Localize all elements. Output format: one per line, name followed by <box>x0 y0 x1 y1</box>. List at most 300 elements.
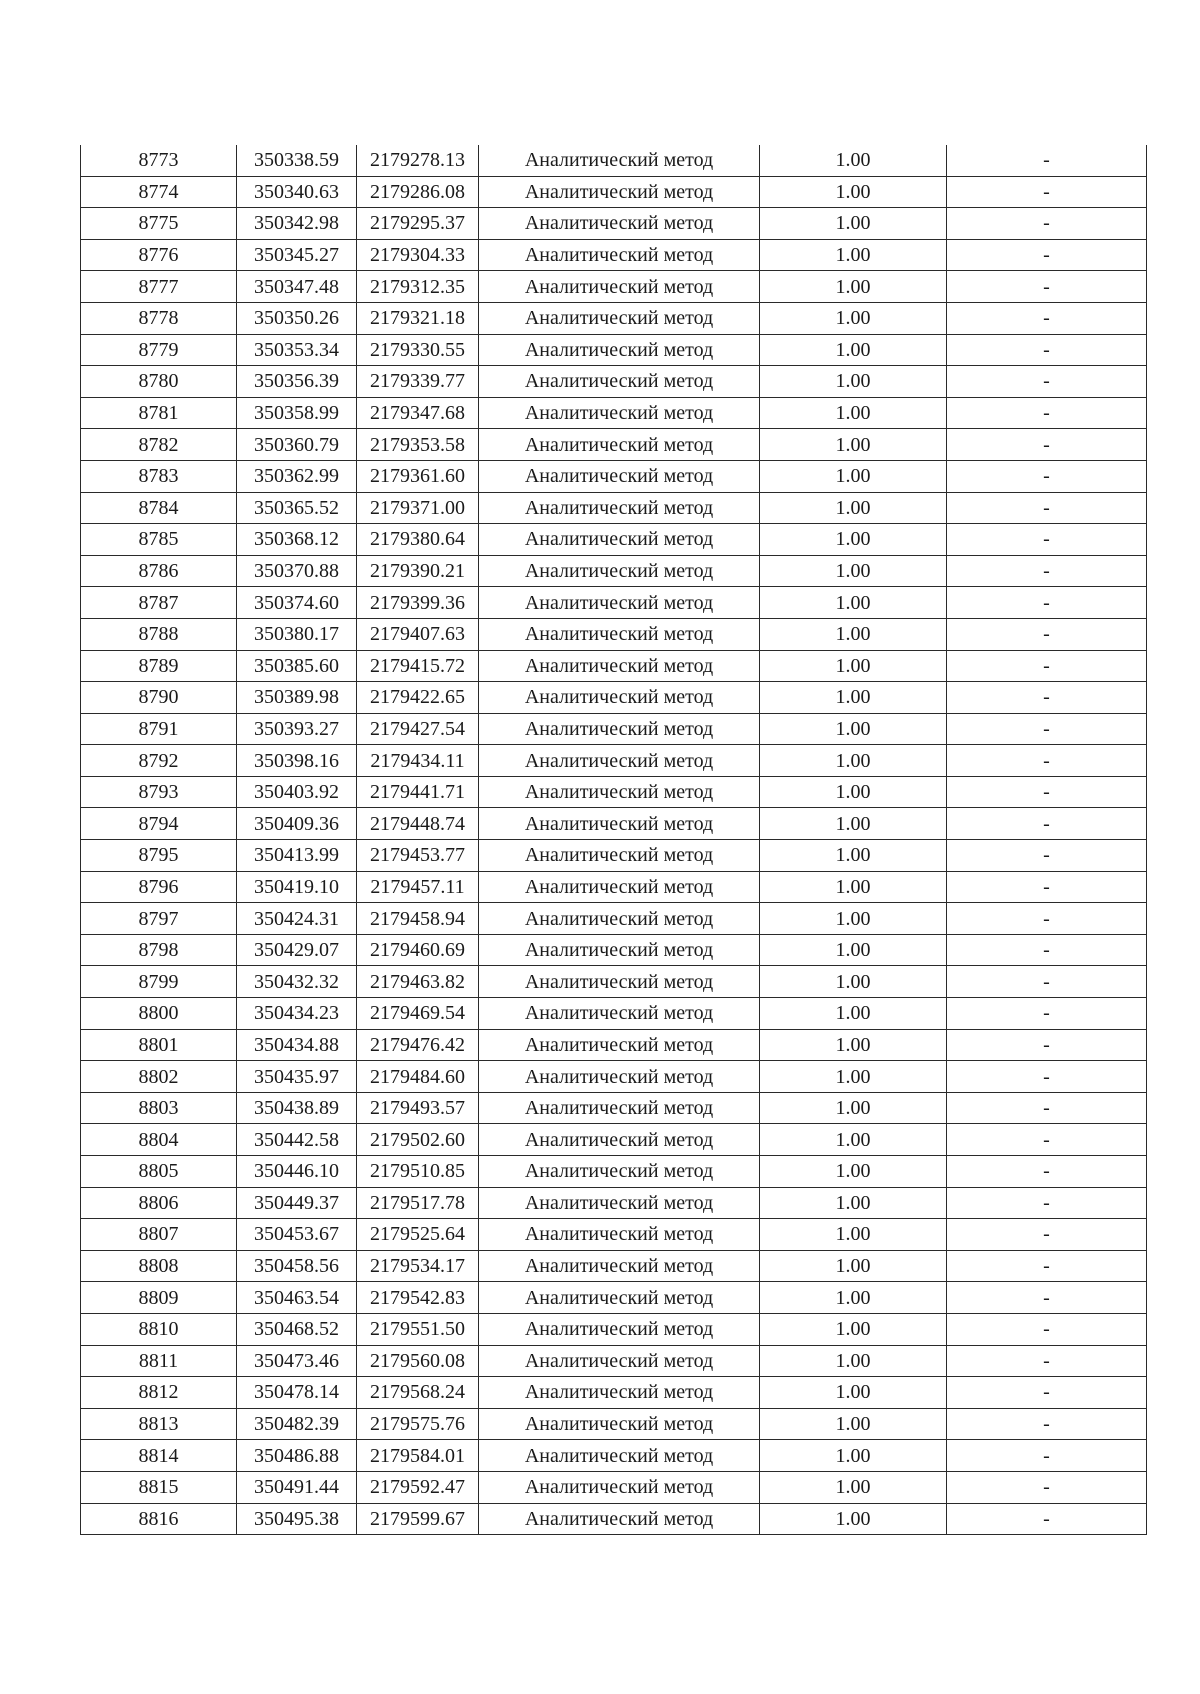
accuracy-cell: 1.00 <box>760 492 947 524</box>
table-row <box>81 145 1147 176</box>
description-cell: - <box>947 587 1147 619</box>
table-row <box>81 618 1147 650</box>
y-coordinate-cell: 2179560.08 <box>357 1345 479 1377</box>
x-coordinate-cell: 350429.07 <box>237 934 357 966</box>
accuracy-cell: 1.00 <box>760 1471 947 1503</box>
description-cell: - <box>947 429 1147 461</box>
point-number-cell: 8811 <box>81 1345 237 1377</box>
point-number-cell: 8814 <box>81 1440 237 1472</box>
table-row <box>81 1250 1147 1282</box>
table-row <box>81 587 1147 619</box>
description-cell: - <box>947 1061 1147 1093</box>
x-coordinate-cell: 350393.27 <box>237 713 357 745</box>
table-row <box>81 460 1147 492</box>
y-coordinate-cell: 2179453.77 <box>357 840 479 872</box>
description-cell: - <box>947 1345 1147 1377</box>
description-cell: - <box>947 1408 1147 1440</box>
accuracy-cell: 1.00 <box>760 871 947 903</box>
accuracy-cell: 1.00 <box>760 555 947 587</box>
y-coordinate-cell: 2179476.42 <box>357 1029 479 1061</box>
x-coordinate-cell: 350453.67 <box>237 1219 357 1251</box>
method-cell: Аналитический метод <box>479 492 760 524</box>
y-coordinate-cell: 2179380.64 <box>357 524 479 556</box>
accuracy-cell: 1.00 <box>760 1377 947 1409</box>
point-number-cell: 8805 <box>81 1156 237 1188</box>
y-coordinate-cell: 2179361.60 <box>357 460 479 492</box>
point-number-cell: 8812 <box>81 1377 237 1409</box>
table-row <box>81 176 1147 208</box>
accuracy-cell: 1.00 <box>760 903 947 935</box>
method-cell: Аналитический метод <box>479 429 760 461</box>
table-row <box>81 366 1147 398</box>
description-cell: - <box>947 1282 1147 1314</box>
description-cell: - <box>947 397 1147 429</box>
accuracy-cell: 1.00 <box>760 302 947 334</box>
point-number-cell: 8781 <box>81 397 237 429</box>
accuracy-cell: 1.00 <box>760 429 947 461</box>
description-cell: - <box>947 302 1147 334</box>
point-number-cell: 8806 <box>81 1187 237 1219</box>
x-coordinate-cell: 350463.54 <box>237 1282 357 1314</box>
table-row <box>81 745 1147 777</box>
point-number-cell: 8809 <box>81 1282 237 1314</box>
y-coordinate-cell: 2179330.55 <box>357 334 479 366</box>
table-row <box>81 239 1147 271</box>
table-row <box>81 1156 1147 1188</box>
table-row <box>81 555 1147 587</box>
accuracy-cell: 1.00 <box>760 1061 947 1093</box>
point-number-cell: 8797 <box>81 903 237 935</box>
x-coordinate-cell: 350495.38 <box>237 1503 357 1535</box>
point-number-cell: 8785 <box>81 524 237 556</box>
description-cell: - <box>947 1377 1147 1409</box>
table-row <box>81 1124 1147 1156</box>
description-cell: - <box>947 650 1147 682</box>
method-cell: Аналитический метод <box>479 840 760 872</box>
accuracy-cell: 1.00 <box>760 176 947 208</box>
x-coordinate-cell: 350358.99 <box>237 397 357 429</box>
y-coordinate-cell: 2179321.18 <box>357 302 479 334</box>
description-cell: - <box>947 1092 1147 1124</box>
description-cell: - <box>947 208 1147 240</box>
method-cell: Аналитический метод <box>479 998 760 1030</box>
y-coordinate-cell: 2179584.01 <box>357 1440 479 1472</box>
point-number-cell: 8789 <box>81 650 237 682</box>
description-cell: - <box>947 1124 1147 1156</box>
x-coordinate-cell: 350389.98 <box>237 682 357 714</box>
accuracy-cell: 1.00 <box>760 1313 947 1345</box>
accuracy-cell: 1.00 <box>760 808 947 840</box>
x-coordinate-cell: 350449.37 <box>237 1187 357 1219</box>
y-coordinate-cell: 2179534.17 <box>357 1250 479 1282</box>
accuracy-cell: 1.00 <box>760 271 947 303</box>
x-coordinate-cell: 350380.17 <box>237 618 357 650</box>
point-number-cell: 8815 <box>81 1471 237 1503</box>
point-number-cell: 8788 <box>81 618 237 650</box>
point-number-cell: 8774 <box>81 176 237 208</box>
y-coordinate-cell: 2179295.37 <box>357 208 479 240</box>
table-row <box>81 713 1147 745</box>
description-cell: - <box>947 1219 1147 1251</box>
method-cell: Аналитический метод <box>479 871 760 903</box>
description-cell: - <box>947 492 1147 524</box>
accuracy-cell: 1.00 <box>760 208 947 240</box>
accuracy-cell: 1.00 <box>760 239 947 271</box>
table-row <box>81 776 1147 808</box>
x-coordinate-cell: 350434.88 <box>237 1029 357 1061</box>
method-cell: Аналитический метод <box>479 1250 760 1282</box>
accuracy-cell: 1.00 <box>760 1250 947 1282</box>
table-row <box>81 1029 1147 1061</box>
coordinates-table-container <box>80 145 1146 1535</box>
description-cell: - <box>947 840 1147 872</box>
y-coordinate-cell: 2179390.21 <box>357 555 479 587</box>
description-cell: - <box>947 176 1147 208</box>
point-number-cell: 8807 <box>81 1219 237 1251</box>
point-number-cell: 8810 <box>81 1313 237 1345</box>
table-row <box>81 302 1147 334</box>
accuracy-cell: 1.00 <box>760 840 947 872</box>
method-cell: Аналитический метод <box>479 397 760 429</box>
x-coordinate-cell: 350473.46 <box>237 1345 357 1377</box>
method-cell: Аналитический метод <box>479 208 760 240</box>
point-number-cell: 8773 <box>81 145 237 176</box>
method-cell: Аналитический метод <box>479 682 760 714</box>
y-coordinate-cell: 2179493.57 <box>357 1092 479 1124</box>
description-cell: - <box>947 1471 1147 1503</box>
description-cell: - <box>947 682 1147 714</box>
table-row <box>81 1377 1147 1409</box>
accuracy-cell: 1.00 <box>760 998 947 1030</box>
description-cell: - <box>947 713 1147 745</box>
description-cell: - <box>947 145 1147 176</box>
method-cell: Аналитический метод <box>479 460 760 492</box>
description-cell: - <box>947 555 1147 587</box>
accuracy-cell: 1.00 <box>760 1503 947 1535</box>
accuracy-cell: 1.00 <box>760 524 947 556</box>
method-cell: Аналитический метод <box>479 366 760 398</box>
x-coordinate-cell: 350403.92 <box>237 776 357 808</box>
method-cell: Аналитический метод <box>479 903 760 935</box>
method-cell: Аналитический метод <box>479 1219 760 1251</box>
method-cell: Аналитический метод <box>479 1282 760 1314</box>
accuracy-cell: 1.00 <box>760 366 947 398</box>
description-cell: - <box>947 1503 1147 1535</box>
point-number-cell: 8800 <box>81 998 237 1030</box>
description-cell: - <box>947 618 1147 650</box>
method-cell: Аналитический метод <box>479 808 760 840</box>
x-coordinate-cell: 350419.10 <box>237 871 357 903</box>
point-number-cell: 8802 <box>81 1061 237 1093</box>
y-coordinate-cell: 2179525.64 <box>357 1219 479 1251</box>
x-coordinate-cell: 350458.56 <box>237 1250 357 1282</box>
y-coordinate-cell: 2179422.65 <box>357 682 479 714</box>
table-row <box>81 966 1147 998</box>
point-number-cell: 8776 <box>81 239 237 271</box>
y-coordinate-cell: 2179415.72 <box>357 650 479 682</box>
y-coordinate-cell: 2179339.77 <box>357 366 479 398</box>
description-cell: - <box>947 998 1147 1030</box>
method-cell: Аналитический метод <box>479 618 760 650</box>
table-row <box>81 429 1147 461</box>
method-cell: Аналитический метод <box>479 1313 760 1345</box>
point-number-cell: 8782 <box>81 429 237 461</box>
method-cell: Аналитический метод <box>479 1345 760 1377</box>
y-coordinate-cell: 2179457.11 <box>357 871 479 903</box>
accuracy-cell: 1.00 <box>760 1408 947 1440</box>
method-cell: Аналитический метод <box>479 1029 760 1061</box>
description-cell: - <box>947 776 1147 808</box>
method-cell: Аналитический метод <box>479 650 760 682</box>
y-coordinate-cell: 2179353.58 <box>357 429 479 461</box>
table-row <box>81 208 1147 240</box>
table-row <box>81 1471 1147 1503</box>
x-coordinate-cell: 350446.10 <box>237 1156 357 1188</box>
point-number-cell: 8793 <box>81 776 237 808</box>
point-number-cell: 8787 <box>81 587 237 619</box>
point-number-cell: 8804 <box>81 1124 237 1156</box>
method-cell: Аналитический метод <box>479 1377 760 1409</box>
table-row <box>81 682 1147 714</box>
y-coordinate-cell: 2179463.82 <box>357 966 479 998</box>
point-number-cell: 8801 <box>81 1029 237 1061</box>
point-number-cell: 8780 <box>81 366 237 398</box>
table-row <box>81 271 1147 303</box>
table-row <box>81 650 1147 682</box>
method-cell: Аналитический метод <box>479 1503 760 1535</box>
accuracy-cell: 1.00 <box>760 1219 947 1251</box>
x-coordinate-cell: 350385.60 <box>237 650 357 682</box>
description-cell: - <box>947 903 1147 935</box>
table-row <box>81 808 1147 840</box>
description-cell: - <box>947 334 1147 366</box>
method-cell: Аналитический метод <box>479 745 760 777</box>
x-coordinate-cell: 350340.63 <box>237 176 357 208</box>
method-cell: Аналитический метод <box>479 1187 760 1219</box>
description-cell: - <box>947 271 1147 303</box>
accuracy-cell: 1.00 <box>760 587 947 619</box>
y-coordinate-cell: 2179371.00 <box>357 492 479 524</box>
accuracy-cell: 1.00 <box>760 682 947 714</box>
description-cell: - <box>947 745 1147 777</box>
table-row <box>81 871 1147 903</box>
x-coordinate-cell: 350438.89 <box>237 1092 357 1124</box>
y-coordinate-cell: 2179510.85 <box>357 1156 479 1188</box>
y-coordinate-cell: 2179517.78 <box>357 1187 479 1219</box>
description-cell: - <box>947 524 1147 556</box>
y-coordinate-cell: 2179542.83 <box>357 1282 479 1314</box>
method-cell: Аналитический метод <box>479 302 760 334</box>
method-cell: Аналитический метод <box>479 555 760 587</box>
table-row <box>81 1440 1147 1472</box>
y-coordinate-cell: 2179460.69 <box>357 934 479 966</box>
point-number-cell: 8779 <box>81 334 237 366</box>
point-number-cell: 8813 <box>81 1408 237 1440</box>
x-coordinate-cell: 350432.32 <box>237 966 357 998</box>
point-number-cell: 8794 <box>81 808 237 840</box>
x-coordinate-cell: 350374.60 <box>237 587 357 619</box>
table-row <box>81 1313 1147 1345</box>
method-cell: Аналитический метод <box>479 713 760 745</box>
x-coordinate-cell: 350338.59 <box>237 145 357 176</box>
description-cell: - <box>947 1156 1147 1188</box>
x-coordinate-cell: 350468.52 <box>237 1313 357 1345</box>
x-coordinate-cell: 350350.26 <box>237 302 357 334</box>
y-coordinate-cell: 2179551.50 <box>357 1313 479 1345</box>
method-cell: Аналитический метод <box>479 1156 760 1188</box>
description-cell: - <box>947 1440 1147 1472</box>
x-coordinate-cell: 350413.99 <box>237 840 357 872</box>
method-cell: Аналитический метод <box>479 334 760 366</box>
x-coordinate-cell: 350362.99 <box>237 460 357 492</box>
accuracy-cell: 1.00 <box>760 1124 947 1156</box>
x-coordinate-cell: 350370.88 <box>237 555 357 587</box>
accuracy-cell: 1.00 <box>760 397 947 429</box>
x-coordinate-cell: 350353.34 <box>237 334 357 366</box>
y-coordinate-cell: 2179407.63 <box>357 618 479 650</box>
method-cell: Аналитический метод <box>479 776 760 808</box>
y-coordinate-cell: 2179312.35 <box>357 271 479 303</box>
method-cell: Аналитический метод <box>479 1440 760 1472</box>
description-cell: - <box>947 1313 1147 1345</box>
method-cell: Аналитический метод <box>479 524 760 556</box>
table-row <box>81 1092 1147 1124</box>
table-row <box>81 1219 1147 1251</box>
method-cell: Аналитический метод <box>479 176 760 208</box>
point-number-cell: 8816 <box>81 1503 237 1535</box>
x-coordinate-cell: 350347.48 <box>237 271 357 303</box>
method-cell: Аналитический метод <box>479 1061 760 1093</box>
point-number-cell: 8778 <box>81 302 237 334</box>
description-cell: - <box>947 460 1147 492</box>
accuracy-cell: 1.00 <box>760 1187 947 1219</box>
y-coordinate-cell: 2179575.76 <box>357 1408 479 1440</box>
description-cell: - <box>947 1187 1147 1219</box>
accuracy-cell: 1.00 <box>760 1156 947 1188</box>
accuracy-cell: 1.00 <box>760 460 947 492</box>
description-cell: - <box>947 808 1147 840</box>
accuracy-cell: 1.00 <box>760 1092 947 1124</box>
point-number-cell: 8792 <box>81 745 237 777</box>
x-coordinate-cell: 350368.12 <box>237 524 357 556</box>
description-cell: - <box>947 1029 1147 1061</box>
table-body <box>81 145 1147 1535</box>
table-row <box>81 334 1147 366</box>
y-coordinate-cell: 2179592.47 <box>357 1471 479 1503</box>
accuracy-cell: 1.00 <box>760 934 947 966</box>
description-cell: - <box>947 966 1147 998</box>
table-row <box>81 1408 1147 1440</box>
x-coordinate-cell: 350491.44 <box>237 1471 357 1503</box>
table-row <box>81 1187 1147 1219</box>
x-coordinate-cell: 350356.39 <box>237 366 357 398</box>
description-cell: - <box>947 871 1147 903</box>
y-coordinate-cell: 2179347.68 <box>357 397 479 429</box>
accuracy-cell: 1.00 <box>760 1345 947 1377</box>
x-coordinate-cell: 350409.36 <box>237 808 357 840</box>
x-coordinate-cell: 350486.88 <box>237 1440 357 1472</box>
y-coordinate-cell: 2179399.36 <box>357 587 479 619</box>
point-number-cell: 8784 <box>81 492 237 524</box>
method-cell: Аналитический метод <box>479 1471 760 1503</box>
y-coordinate-cell: 2179286.08 <box>357 176 479 208</box>
method-cell: Аналитический метод <box>479 239 760 271</box>
accuracy-cell: 1.00 <box>760 745 947 777</box>
description-cell: - <box>947 239 1147 271</box>
accuracy-cell: 1.00 <box>760 618 947 650</box>
method-cell: Аналитический метод <box>479 1092 760 1124</box>
point-number-cell: 8795 <box>81 840 237 872</box>
x-coordinate-cell: 350482.39 <box>237 1408 357 1440</box>
table-row <box>81 998 1147 1030</box>
table-row <box>81 492 1147 524</box>
x-coordinate-cell: 350424.31 <box>237 903 357 935</box>
method-cell: Аналитический метод <box>479 1124 760 1156</box>
y-coordinate-cell: 2179304.33 <box>357 239 479 271</box>
x-coordinate-cell: 350442.58 <box>237 1124 357 1156</box>
point-number-cell: 8796 <box>81 871 237 903</box>
accuracy-cell: 1.00 <box>760 966 947 998</box>
y-coordinate-cell: 2179568.24 <box>357 1377 479 1409</box>
table-row <box>81 1345 1147 1377</box>
point-number-cell: 8799 <box>81 966 237 998</box>
x-coordinate-cell: 350365.52 <box>237 492 357 524</box>
y-coordinate-cell: 2179484.60 <box>357 1061 479 1093</box>
point-number-cell: 8803 <box>81 1092 237 1124</box>
y-coordinate-cell: 2179448.74 <box>357 808 479 840</box>
y-coordinate-cell: 2179599.67 <box>357 1503 479 1535</box>
point-number-cell: 8777 <box>81 271 237 303</box>
coordinates-table <box>80 145 1147 1535</box>
accuracy-cell: 1.00 <box>760 776 947 808</box>
table-row <box>81 934 1147 966</box>
description-cell: - <box>947 1250 1147 1282</box>
accuracy-cell: 1.00 <box>760 1440 947 1472</box>
method-cell: Аналитический метод <box>479 271 760 303</box>
y-coordinate-cell: 2179434.11 <box>357 745 479 777</box>
accuracy-cell: 1.00 <box>760 1029 947 1061</box>
accuracy-cell: 1.00 <box>760 650 947 682</box>
x-coordinate-cell: 350435.97 <box>237 1061 357 1093</box>
table-row <box>81 840 1147 872</box>
table-row <box>81 1282 1147 1314</box>
y-coordinate-cell: 2179427.54 <box>357 713 479 745</box>
table-row <box>81 524 1147 556</box>
table-row <box>81 397 1147 429</box>
description-cell: - <box>947 366 1147 398</box>
x-coordinate-cell: 350434.23 <box>237 998 357 1030</box>
point-number-cell: 8775 <box>81 208 237 240</box>
x-coordinate-cell: 350345.27 <box>237 239 357 271</box>
point-number-cell: 8786 <box>81 555 237 587</box>
y-coordinate-cell: 2179469.54 <box>357 998 479 1030</box>
y-coordinate-cell: 2179278.13 <box>357 145 479 176</box>
method-cell: Аналитический метод <box>479 587 760 619</box>
point-number-cell: 8783 <box>81 460 237 492</box>
point-number-cell: 8790 <box>81 682 237 714</box>
y-coordinate-cell: 2179441.71 <box>357 776 479 808</box>
y-coordinate-cell: 2179458.94 <box>357 903 479 935</box>
accuracy-cell: 1.00 <box>760 1282 947 1314</box>
table-row <box>81 1503 1147 1535</box>
accuracy-cell: 1.00 <box>760 145 947 176</box>
point-number-cell: 8791 <box>81 713 237 745</box>
point-number-cell: 8808 <box>81 1250 237 1282</box>
y-coordinate-cell: 2179502.60 <box>357 1124 479 1156</box>
accuracy-cell: 1.00 <box>760 713 947 745</box>
x-coordinate-cell: 350342.98 <box>237 208 357 240</box>
x-coordinate-cell: 350398.16 <box>237 745 357 777</box>
